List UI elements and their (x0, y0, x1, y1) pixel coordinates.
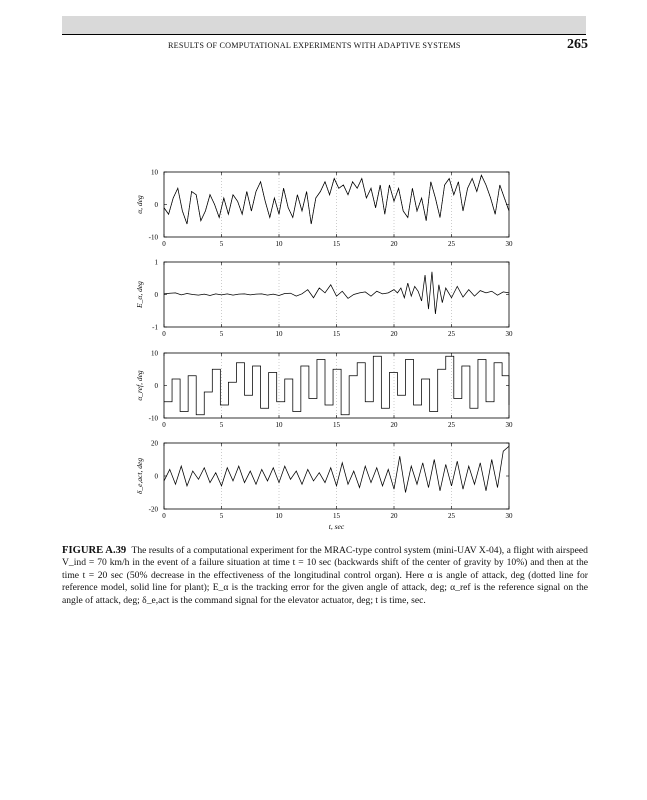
panel-3 (135, 350, 513, 430)
x-tick-label: 30 (505, 421, 513, 429)
y-tick-label: -10 (148, 414, 158, 423)
x-tick-label: 0 (162, 512, 166, 520)
x-tick-label: 30 (505, 330, 513, 338)
x-tick-label: 10 (275, 421, 283, 429)
y-tick-label: 0 (154, 382, 158, 390)
panel-1 (135, 169, 513, 249)
y-tick-label: 0 (154, 472, 158, 481)
x-tick-label: 25 (448, 330, 455, 338)
x-tick-label: 30 (505, 512, 513, 520)
caption-text: The results of a computational experiment for the MRAC-type control system (mini-UAV X-04), a flight with airspeed V_ind = 70 km/h in the event of a failure situation at time t = 10 sec (backwards shift of the center of gravity by 10%) and then at the time t = 20 sec (50% decrease in the effectiveness of the longitudinal control organ). Here α is angle of attack, deg (dotted line for reference model, solid line for plant); E_α is the tracking error for the given angle of attack, deg; α_ref is the reference signal on the angle of attack, deg; δ_e,act is the command signal for the elevator actuator, deg; t is time, sec. (62, 545, 588, 606)
x-tick-label: 20 (390, 330, 398, 338)
running-title: RESULTS OF COMPUTATIONAL EXPERIMENTS WITH ADAPTIVE SYSTEMS (168, 41, 461, 50)
x-axis-label: t, sec (328, 522, 345, 531)
x-tick-label: 25 (448, 240, 455, 248)
x-tick-label: 0 (162, 330, 166, 338)
y-tick-label: 10 (151, 349, 158, 358)
x-tick-label: 0 (162, 240, 166, 248)
x-tick-label: 20 (390, 421, 398, 429)
figure-caption (62, 545, 588, 607)
y-tick-label: 20 (151, 439, 158, 448)
series-line (164, 446, 509, 492)
x-tick-label: 15 (333, 421, 340, 429)
x-tick-label: 5 (219, 512, 224, 520)
page-number: 265 (567, 37, 588, 52)
y-axis-label: E_α, deg (135, 281, 144, 308)
x-tick-label: 5 (219, 421, 224, 429)
figure-label: FIGURE A.39 (62, 545, 127, 556)
y-tick-label: 0 (154, 201, 158, 209)
y-axis-label: δ_e,act, deg (135, 457, 144, 495)
x-tick-label: 20 (390, 512, 398, 520)
y-tick-label: 1 (154, 258, 158, 267)
x-tick-label: 15 (333, 512, 340, 520)
x-tick-label: 10 (275, 240, 283, 248)
x-tick-label: 25 (448, 512, 455, 520)
panel-2 (135, 259, 513, 339)
x-tick-label: 0 (162, 421, 166, 429)
x-tick-label: 10 (275, 512, 283, 520)
y-tick-label: -20 (148, 505, 158, 514)
x-tick-label: 15 (333, 330, 340, 338)
x-tick-label: 25 (448, 421, 455, 429)
panel-4 (135, 440, 513, 532)
x-tick-label: 15 (333, 240, 340, 248)
y-tick-label: 0 (154, 291, 158, 299)
x-tick-label: 5 (219, 240, 224, 248)
y-axis-label: α, deg (135, 195, 144, 214)
y-tick-label: 10 (151, 168, 158, 177)
x-tick-label: 20 (390, 240, 398, 248)
x-tick-label: 5 (219, 330, 224, 338)
x-tick-label: 30 (505, 240, 513, 248)
x-tick-label: 10 (275, 330, 283, 338)
y-tick-label: -1 (152, 323, 158, 332)
y-tick-label: -10 (148, 233, 158, 242)
y-axis-label: α_ref, deg (135, 370, 144, 401)
